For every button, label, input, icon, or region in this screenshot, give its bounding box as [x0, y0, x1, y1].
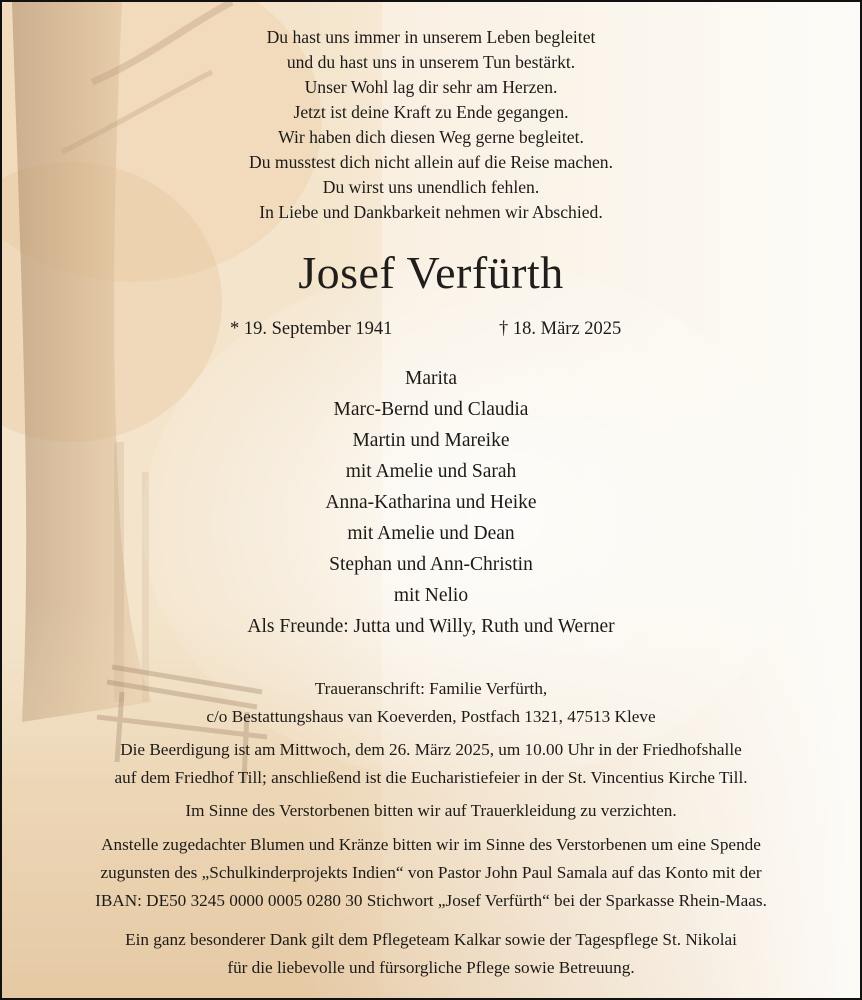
birth-date: * 19. September 1941	[230, 319, 393, 339]
mourner-line: mit Amelie und Dean	[347, 523, 515, 544]
poem-line: Jetzt ist deine Kraft zu Ende gegangen.	[293, 102, 569, 122]
poem-line: Du musstest dich nicht allein auf die Reise machen.	[249, 152, 613, 172]
thanks-line: Ein ganz besonderer Dank gilt dem Pflegeteam Kalkar sowie der Tagespflege St. Nikolai	[125, 930, 737, 949]
donation-line: IBAN: DE50 3245 0000 0005 0280 30 Stichwort „Josef Verfürth“ bei der Sparkasse Rhein-Maas.	[95, 891, 767, 910]
mourner-line: Martin und Mareike	[352, 430, 510, 451]
poem-line: Du wirst uns unendlich fehlen.	[322, 177, 540, 197]
death-date: † 18. März 2025	[499, 319, 622, 339]
poem-line: In Liebe und Dankbarkeit nehmen wir Abschied.	[259, 202, 603, 222]
friends-line: Als Freunde: Jutta und Willy, Ruth und Werner	[247, 616, 615, 637]
address-line: c/o Bestattungshaus van Koeverden, Postfach 1321, 47513 Kleve	[206, 707, 656, 726]
donation-line: Anstelle zugedachter Blumen und Kränze bitten wir im Sinne des Verstorbenen um eine Spende	[101, 835, 761, 854]
poem-line: und du hast uns in unserem Tun bestärkt.	[286, 52, 576, 72]
funeral-line: auf dem Friedhof Till; anschließend ist die Eucharistiefeier in der St. Vincentius Kirche Till.	[114, 768, 748, 787]
mourner-line: Anna-Katharina und Heike	[325, 492, 537, 513]
address-line: Traueranschrift: Familie Verfürth,	[314, 679, 548, 698]
donation-line: zugunsten des „Schulkinderprojekts Indien“ von Pastor John Paul Samala auf das Konto mit der	[100, 863, 762, 882]
mourner-line: mit Amelie und Sarah	[345, 461, 517, 482]
mourner-line: Stephan und Ann-Christin	[329, 554, 533, 575]
clothing-request: Im Sinne des Verstorbenen bitten wir auf Trauerkleidung zu verzichten.	[185, 801, 677, 820]
poem-line: Du hast uns immer in unserem Leben begleitet	[266, 27, 596, 47]
mourner-line: Marita	[405, 368, 457, 389]
thanks-line: für die liebevolle und fürsorgliche Pflege sowie Betreuung.	[227, 958, 635, 977]
poem-line: Wir haben dich diesen Weg gerne begleitet.	[278, 127, 584, 147]
mourner-line: Marc-Bernd und Claudia	[333, 399, 529, 420]
poem-line: Unser Wohl lag dir sehr am Herzen.	[304, 77, 558, 97]
funeral-line: Die Beerdigung ist am Mittwoch, dem 26. März 2025, um 10.00 Uhr in der Friedhofshalle	[120, 740, 742, 759]
deceased-name: Josef Verfürth	[298, 247, 564, 298]
mourner-line: mit Nelio	[393, 585, 469, 606]
